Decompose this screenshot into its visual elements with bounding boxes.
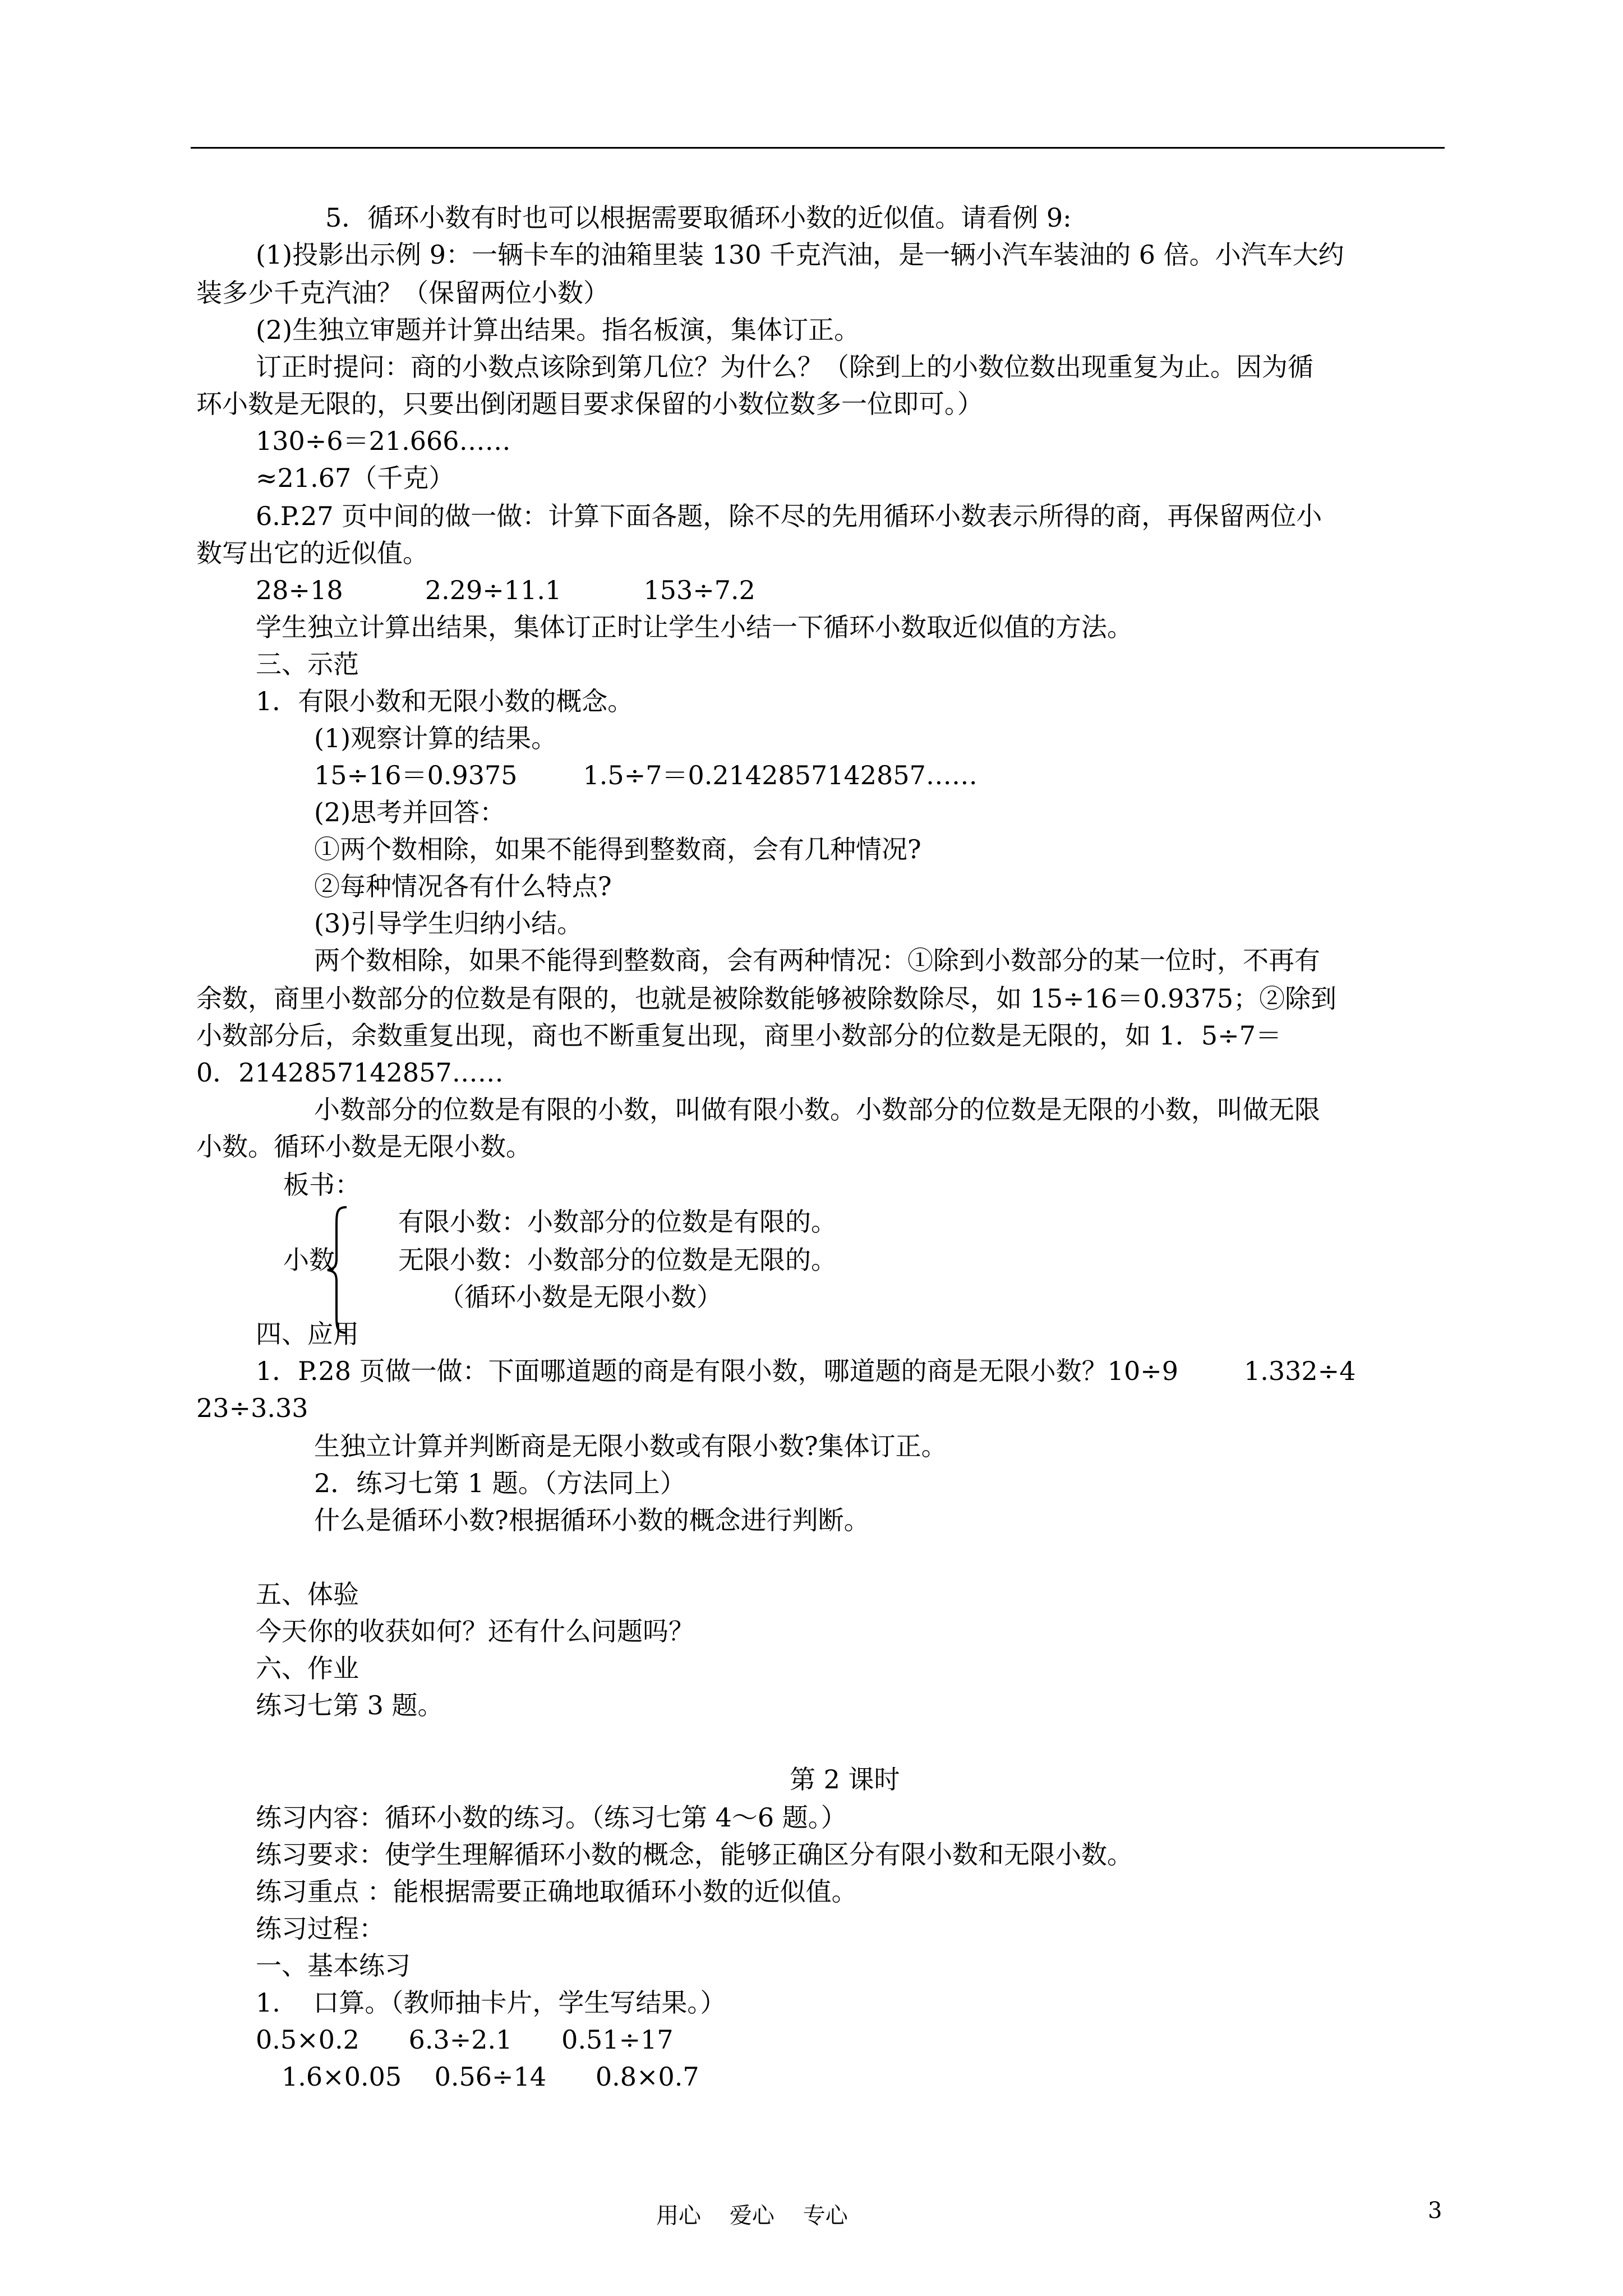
header-rule: [191, 147, 1445, 149]
text-line: 15÷16＝0.9375 1.5÷7＝0.2142857142857……: [314, 760, 978, 790]
page-number: 3: [1428, 2198, 1442, 2224]
text-line: 两个数相除，如果不能得到整数商，会有两种情况：①除到小数部分的某一位时，不再有: [314, 945, 1320, 976]
text-line: 有限小数：小数部分的位数是有限的。: [398, 1207, 837, 1237]
text-line: (3)引导学生归纳小结。: [314, 908, 583, 938]
text-line: (1)观察计算的结果。: [314, 723, 557, 753]
text-line: 练习内容：循环小数的练习。（练习七第 4～6 题。）: [256, 1802, 847, 1833]
text-line: (2)生独立审题并计算出结果。指名板演，集体订正。: [256, 315, 860, 345]
text-line: 小数: [283, 1245, 335, 1275]
text-line: 练习过程：: [256, 1913, 385, 1944]
lesson-title: 第 2 课时: [790, 1764, 900, 1795]
text-line: 练习重点 ：能根据需要正确地取循环小数的近似值。: [256, 1876, 857, 1907]
text-line: 生独立计算并判断商是无限小数或有限小数?集体订正。: [314, 1431, 947, 1461]
text-line: ≈21.67（千克）: [256, 463, 455, 493]
text-line: (2)思考并回答：: [314, 797, 506, 827]
text-line: 小数。循环小数是无限小数。: [196, 1131, 532, 1162]
section-heading: 六、作业: [256, 1653, 359, 1683]
text-line: 130÷6＝21.666……: [256, 426, 511, 456]
section-heading: 四、应用: [256, 1319, 359, 1349]
text-line: 5．循环小数有时也可以根据需要取循环小数的近似值。请看例 9:: [325, 203, 1072, 233]
text-line: 装多少千克汽油？（保留两位小数）: [196, 278, 609, 308]
text-line: 1.6×0.05 0.56÷14 0.8×0.7: [282, 2062, 699, 2092]
text-line: (1)投影出示例 9：一辆卡车的油箱里装 130 千克汽油，是一辆小汽车装油的 6 倍。小汽车大约: [256, 240, 1344, 270]
text-line: 学生独立计算出结果，集体订正时让学生小结一下循环小数取近似值的方法。: [256, 612, 1133, 642]
text-line: ②每种情况各有什么特点?: [314, 871, 612, 901]
text-line: 今天你的收获如何？还有什么问题吗？: [256, 1616, 694, 1646]
text-line: 1. 口算。（教师抽卡片，学生写结果。）: [256, 1987, 726, 2018]
text-line: 0.5×0.2 6.3÷2.1 0.51÷17: [256, 2024, 674, 2055]
text-line: 28÷18 2.29÷11.1 153÷7.2: [256, 575, 755, 605]
section-heading: 五、体验: [256, 1579, 359, 1609]
text-line: 1．有限小数和无限小数的概念。: [256, 686, 634, 716]
text-line: 板书：: [283, 1170, 361, 1200]
text-line: 什么是循环小数?根据循环小数的概念进行判断。: [314, 1505, 870, 1535]
text-line: 练习要求：使学生理解循环小数的概念，能够正确区分有限小数和无限小数。: [256, 1839, 1133, 1870]
text-line: 1．P.28 页做一做：下面哪道题的商是有限小数，哪道题的商是无限小数？10÷9 1.332÷4: [256, 1356, 1356, 1386]
text-line: 无限小数：小数部分的位数是无限的。: [398, 1245, 837, 1275]
text-line: 2．练习七第 1 题。（方法同上）: [314, 1468, 686, 1498]
text-line: 0．2142857142857……: [196, 1057, 504, 1088]
section-heading: 三、示范: [256, 649, 359, 679]
text-line: 环小数是无限的，只要出倒闭题目要求保留的小数位数多一位即可。）: [196, 389, 983, 419]
text-line: 练习七第 3 题。: [256, 1690, 444, 1720]
text-line: 数写出它的近似值。: [196, 538, 428, 568]
text-line: 余数，商里小数部分的位数是有限的，也就是被除数能够被除数除尽，如 15÷16＝0.9375；②除到: [196, 983, 1337, 1014]
section-heading: 一、基本练习: [256, 1950, 411, 1981]
text-line: ①两个数相除，如果不能得到整数商，会有几种情况?: [314, 834, 921, 864]
text-line: （循环小数是无限小数）: [439, 1282, 722, 1312]
text-line: 小数部分后，余数重复出现，商也不断重复出现，商里小数部分的位数是无限的，如 1．5÷7＝: [196, 1020, 1281, 1051]
text-line: 23÷3.33: [196, 1393, 308, 1423]
text-line: 小数部分的位数是有限的小数，叫做有限小数。小数部分的位数是无限的小数，叫做无限: [314, 1094, 1320, 1125]
text-line: 订正时提问：商的小数点该除到第几位？为什么？（除到上的小数位数出现重复为止。因为循: [256, 352, 1313, 382]
footer-motto: 用心 爱心 专心: [656, 2203, 848, 2229]
text-line: 6.P.27 页中间的做一做：计算下面各题，除不尽的先用循环小数表示所得的商，再保留两位小: [256, 501, 1322, 531]
